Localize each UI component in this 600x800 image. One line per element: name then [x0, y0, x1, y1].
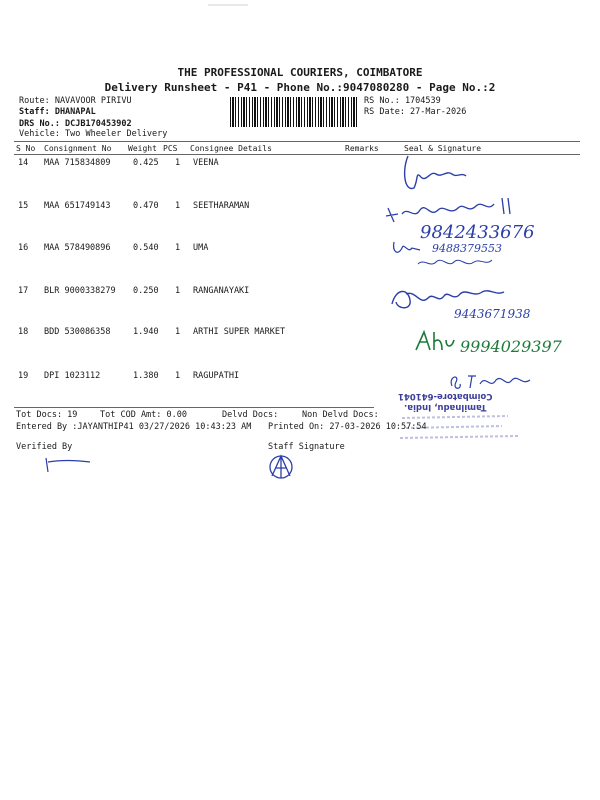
row-pcs: 1: [175, 327, 181, 337]
col-consignment: Consignment No: [44, 144, 112, 153]
row-consignment: BDD 530086358: [44, 327, 111, 337]
total-docs: Tot Docs: 19: [16, 410, 78, 420]
row-pcs: 1: [175, 201, 181, 211]
verified-by-label: Verified By: [16, 442, 73, 452]
row-consignment: DPI 1023112: [44, 371, 101, 381]
company-title: THE PROFESSIONAL COURIERS, COIMBATORE: [177, 66, 423, 79]
row-consignment: MAA 578490896: [44, 243, 111, 253]
drs-number: DRS No.: DCJB170453902: [19, 119, 132, 129]
rs-date: RS Date: 27-Mar-2026: [364, 107, 467, 117]
row-weight: 0.540: [133, 243, 159, 253]
stamp-line2: Coimbatore-641041: [398, 391, 493, 401]
row-consignee: RANGANAYAKI: [193, 286, 250, 296]
rs-number: RS No.: 1704539: [364, 96, 441, 106]
signature-row17: [386, 280, 556, 326]
footer-rule: [14, 407, 374, 408]
shop-stamp: [398, 390, 493, 412]
col-weight: Weight: [128, 144, 157, 153]
col-seal-signature: Seal & Signature: [404, 144, 482, 153]
col-consignee: Consignee Details: [190, 144, 272, 153]
row-weight: 1.940: [133, 327, 159, 337]
row-pcs: 1: [175, 158, 181, 168]
row-sno: 17: [18, 286, 29, 296]
stamp-line1: Tamilnadu, India.: [404, 402, 487, 412]
verifier-signature: [40, 456, 100, 476]
staff-signature-mark: [266, 452, 298, 482]
route-label: Route: NAVAVOOR PIRIVU: [19, 96, 132, 106]
row-consignee: VEENA: [193, 158, 219, 168]
row-sno: 19: [18, 371, 29, 381]
handwritten-phone-row15: 9842433676: [420, 222, 535, 243]
total-cod-amount: Tot COD Amt: 0.00: [100, 410, 187, 420]
handwritten-phone-row17: 9443671938: [454, 307, 531, 321]
row-pcs: 1: [175, 243, 181, 253]
delivered-docs: Delvd Docs:: [222, 410, 279, 420]
col-sno: S No: [16, 144, 36, 153]
row-pcs: 1: [175, 286, 181, 296]
vehicle-label: Vehicle: Two Wheeler Delivery: [19, 129, 168, 139]
row-pcs: 1: [175, 371, 181, 381]
signature-row18: [412, 326, 582, 360]
header-rule-top: [14, 141, 580, 142]
row-weight: 0.425: [133, 158, 159, 168]
row-consignee: ARTHI SUPER MARKET: [193, 327, 286, 337]
non-delivered-docs: Non Delvd Docs:: [302, 410, 379, 420]
handwritten-phone-row18: 9994029397: [460, 337, 562, 356]
signature-row14: [396, 152, 476, 202]
row-consignee: SEETHARAMAN: [193, 201, 250, 211]
signature-row15: [384, 196, 584, 242]
barcode-image: [230, 97, 358, 127]
row-weight: 1.380: [133, 371, 159, 381]
printed-on: Printed On: 27-03-2026 10:57:54: [268, 422, 427, 432]
row-sno: 16: [18, 243, 29, 253]
signature-row16: [390, 238, 550, 282]
row-sno: 14: [18, 158, 29, 168]
row-consignee: RAGUPATHI: [193, 371, 240, 381]
staff-signature-label: Staff Signature: [268, 442, 345, 452]
row-weight: 0.470: [133, 201, 159, 211]
scan-artifact: [208, 4, 248, 6]
row-consignment: MAA 715834809: [44, 158, 111, 168]
row-sno: 18: [18, 327, 29, 337]
row-sno: 15: [18, 201, 29, 211]
col-remarks: Remarks: [345, 144, 379, 153]
entered-by: Entered By :JAYANTHIP41 03/27/2026 10:43:23 AM: [16, 422, 252, 432]
row-consignment: BLR 9000338279: [44, 286, 116, 296]
row-consignment: MAA 651749143: [44, 201, 111, 211]
row-consignee: UMA: [193, 243, 209, 253]
col-pcs: PCS: [163, 144, 178, 153]
handwritten-phone-row16: 9488379553: [432, 242, 502, 255]
header-rule-bottom: [14, 154, 580, 155]
staff-label: Staff: DHANAPAL: [19, 107, 96, 117]
row-weight: 0.250: [133, 286, 159, 296]
runsheet-subtitle: Delivery Runsheet - P41 - Phone No.:9047080280 - Page No.:2: [104, 81, 496, 94]
